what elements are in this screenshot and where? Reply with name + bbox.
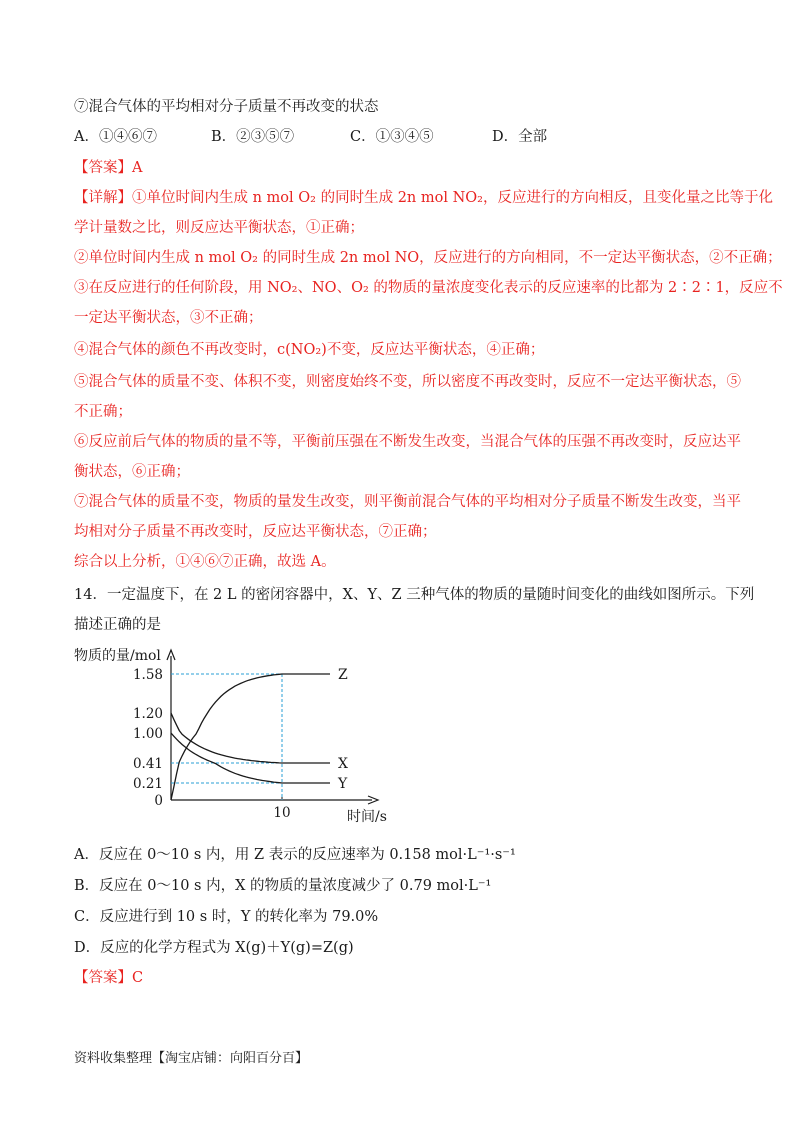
q13-option-b: B．②③⑤⑦ bbox=[211, 129, 295, 145]
q14-stem: 14．一定温度下，在 2 L 的密闭容器中，X、Y、Z 三种气体的物质的量随时间变化的曲线如图所示。下列 bbox=[74, 587, 755, 603]
q13-detail-line: 【详解】①单位时间内生成 n mol O₂ 的同时生成 2n mol NO₂，反应进行的方向相反，且变化量之比等于化 bbox=[74, 190, 773, 206]
q13-detail-line: 综合以上分析，①④⑥⑦正确，故选 A。 bbox=[74, 554, 336, 570]
q14-answer: 【答案】C bbox=[74, 970, 144, 986]
y-tick-label: 0 bbox=[154, 793, 163, 809]
series-y-curve bbox=[171, 733, 330, 783]
q13-answer: 【答案】A bbox=[74, 160, 143, 176]
q13-option-a: A．①④⑥⑦ bbox=[74, 129, 157, 145]
y-tick-label: 1.58 bbox=[132, 667, 163, 683]
q14-stem: 描述正确的是 bbox=[74, 617, 161, 633]
series-z-label: Z bbox=[338, 667, 348, 683]
q13-detail-line: 不正确； bbox=[74, 404, 132, 420]
series-y-label: Y bbox=[338, 776, 348, 792]
q13-detail-line: ⑥反应前后气体的物质的量不等，平衡前压强在不断发生改变，当混合气体的压强不再改变时，反应达平 bbox=[74, 434, 741, 450]
q14-option-d: D．反应的化学方程式为 X(g)＋Y(g)=Z(g) bbox=[74, 940, 354, 956]
series-z-curve bbox=[171, 674, 330, 800]
q13-item-7: ⑦混合气体的平均相对分子质量不再改变的状态 bbox=[74, 99, 379, 115]
q14-option-a: A．反应在 0～10 s 内，用 Z 表示的反应速率为 0.158 mol·L⁻¹·s⁻¹ bbox=[74, 847, 516, 863]
q13-option-c: C．①③④⑤ bbox=[350, 129, 434, 145]
x-tick-label: 10 bbox=[273, 805, 291, 821]
q13-detail-line: ⑦混合气体的质量不变，物质的量发生改变，则平衡前混合气体的平均相对分子质量不断发生改变，当平 bbox=[74, 494, 741, 510]
footer-source: 资料收集整理【淘宝店铺：向阳百分百】 bbox=[74, 1051, 309, 1066]
y-tick-label: 0.41 bbox=[132, 756, 163, 772]
q13-detail-line: 均相对分子质量不再改变时，反应达平衡状态，⑦正确； bbox=[74, 524, 437, 540]
q13-option-d: D．全部 bbox=[492, 129, 548, 145]
q13-detail-line: ⑤混合气体的质量不变、体积不变，则密度始终不变，所以密度不再改变时，反应不一定达平衡状态，⑤ bbox=[74, 374, 741, 390]
q13-detail-line: 衡状态，⑥正确； bbox=[74, 464, 190, 480]
series-x-curve bbox=[171, 713, 330, 763]
series-x-label: X bbox=[338, 756, 348, 772]
q13-detail-line: ③在反应进行的任何阶段，用 NO₂、NO、O₂ 的物质的量浓度变化表示的反应速率的比都为 2∶2∶1，反应不 bbox=[74, 280, 783, 296]
y-tick-label: 1.20 bbox=[132, 706, 163, 722]
q14-option-b: B．反应在 0～10 s 内，X 的物质的量浓度减少了 0.79 mol·L⁻¹ bbox=[74, 878, 492, 894]
y-tick-label: 0.21 bbox=[132, 776, 163, 792]
q14-option-c: C．反应进行到 10 s 时，Y 的转化率为 79.0% bbox=[74, 909, 379, 925]
q13-detail-line: 一定达平衡状态，③不正确； bbox=[74, 310, 263, 326]
chart-xlabel: 时间/s bbox=[347, 809, 387, 825]
q13-detail-line: 学计量数之比，则反应达平衡状态，①正确； bbox=[74, 220, 364, 236]
chart-ylabel: 物质的量/mol bbox=[74, 648, 161, 664]
y-tick-label: 1.00 bbox=[132, 726, 163, 742]
q13-detail-line: ②单位时间内生成 n mol O₂ 的同时生成 2n mol NO，反应进行的方向相同，不一定达平衡状态，②不正确； bbox=[74, 250, 782, 266]
q13-detail-line: ④混合气体的颜色不再改变时，c(NO₂)不变，反应达平衡状态，④正确； bbox=[74, 342, 545, 358]
